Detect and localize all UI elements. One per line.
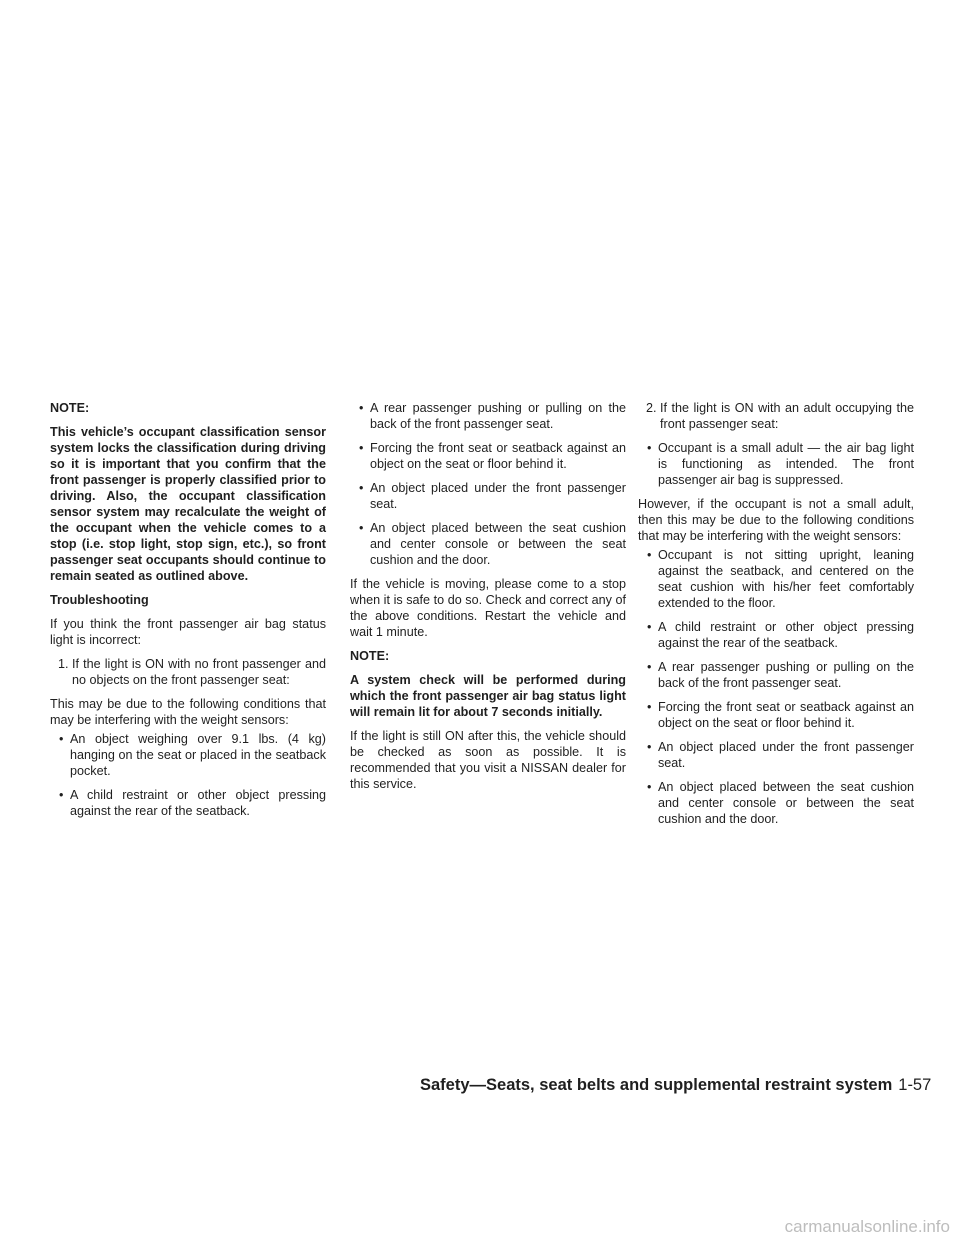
text-column-1 (50, 400, 326, 827)
bullet-text: A child restraint or other object pressing against the rear of the seatback. (658, 620, 914, 650)
still-on-paragraph: If the light is still ON after this, the vehicle should be checked as soon as possible. It is recommended that you visit a NISSAN dealer for this service. (350, 729, 626, 791)
bullet-item (638, 659, 914, 691)
bullet-text: Forcing the front seat or seatback against an object on the seat or floor behind it. (658, 700, 914, 730)
however-paragraph: However, if the occupant is not a small adult, then this may be due to the following conditions that may be interfering with the weight sensors: (638, 497, 914, 543)
bullet-icon: • (647, 660, 652, 674)
bullet-item (50, 731, 326, 779)
bullet-item (350, 400, 626, 432)
item-text: If the light is ON with an adult occupying the front passenger seat: (660, 401, 914, 431)
cause-paragraph: This may be due to the following conditions that may be interfering with the weight sensors: (50, 697, 326, 727)
bullet-item (638, 779, 914, 827)
section-heading-troubleshooting: Troubleshooting (50, 593, 149, 607)
numbered-item-2 (638, 400, 914, 432)
bullet-text: An object placed under the front passenger seat. (370, 481, 626, 511)
numbered-item-1 (50, 656, 326, 688)
bullet-text: Forcing the front seat or seatback against an object on the seat or floor behind it. (370, 441, 626, 471)
bullet-icon: • (59, 788, 64, 802)
bullet-text: An object placed under the front passenger seat. (658, 740, 914, 770)
bullet-text: An object placed between the seat cushion and center console or between the seat cushion and the door. (658, 780, 914, 826)
bullet-text: A rear passenger pushing or pulling on the back of the front passenger seat. (658, 660, 914, 690)
bullet-icon: • (359, 481, 364, 495)
troubleshooting-intro: If you think the front passenger air bag status light is incorrect: (50, 617, 326, 647)
bullet-item (350, 480, 626, 512)
bullet-icon: • (647, 780, 652, 794)
bullet-icon: • (647, 441, 652, 455)
bullet-text: A rear passenger pushing or pulling on the back of the front passenger seat. (370, 401, 626, 431)
bullet-item (350, 440, 626, 472)
bullet-icon: • (359, 521, 364, 535)
bullet-icon: • (359, 401, 364, 415)
bullet-icon: • (647, 548, 652, 562)
page-footer (420, 1075, 932, 1095)
bullet-item (638, 547, 914, 611)
bullet-text: Occupant is not sitting upright, leaning against the seatback, and centered on the seat cushion with his/her feet comfortably extended to the floor. (658, 548, 914, 610)
bullet-icon: • (647, 620, 652, 634)
bullet-item (50, 787, 326, 819)
note-text: This vehicle’s occupant classification sensor system locks the classification during driving so it is important that you confirm that the front passenger is properly classified prior to driving. Also, the occupant classification sensor system may recalculate the weight of the occupant when the vehicle comes to a stop (i.e. stop light, stop sign, etc.), so front passenger seat occupants should continue to remain seated as outlined above. (50, 425, 326, 583)
page-number: 1-57 (898, 1076, 932, 1094)
text-column-2 (350, 400, 626, 800)
item-number: 2. (646, 401, 657, 415)
note-label: NOTE: (50, 401, 90, 415)
note-text: A system check will be performed during which the front passenger air bag status light will remain lit for about 7 seconds initially. (350, 673, 626, 719)
note-label: NOTE: (350, 649, 390, 663)
item-text: If the light is ON with no front passenger and no objects on the front passenger seat: (72, 657, 326, 687)
bullet-text: An object weighing over 9.1 lbs. (4 kg) hanging on the seat or placed in the seatback pocket. (70, 732, 326, 778)
bullet-icon: • (59, 732, 64, 746)
bullet-icon: • (647, 700, 652, 714)
moving-paragraph: If the vehicle is moving, please come to a stop when it is safe to do so. Check and correct any of the above conditions. Restart the vehicle and wait 1 minute. (350, 577, 626, 639)
bullet-text: A child restraint or other object pressing against the rear of the seatback. (70, 788, 326, 818)
bullet-text: An object placed between the seat cushion and center console or between the seat cushion and the door. (370, 521, 626, 567)
watermark: carmanualsonline.info (784, 1217, 950, 1236)
bullet-icon: • (647, 740, 652, 754)
bullet-text: Occupant is a small adult — the air bag light is functioning as intended. The front passenger air bag is suppressed. (658, 441, 914, 487)
text-column-3 (638, 400, 914, 835)
item-number: 1. (58, 657, 69, 671)
bullet-icon: • (359, 441, 364, 455)
bullet-item (638, 440, 914, 488)
bullet-item (638, 699, 914, 731)
bullet-item (638, 739, 914, 771)
section-title: Safety—Seats, seat belts and supplemental restraint system (420, 1076, 893, 1094)
bullet-item (638, 619, 914, 651)
bullet-item (350, 520, 626, 568)
